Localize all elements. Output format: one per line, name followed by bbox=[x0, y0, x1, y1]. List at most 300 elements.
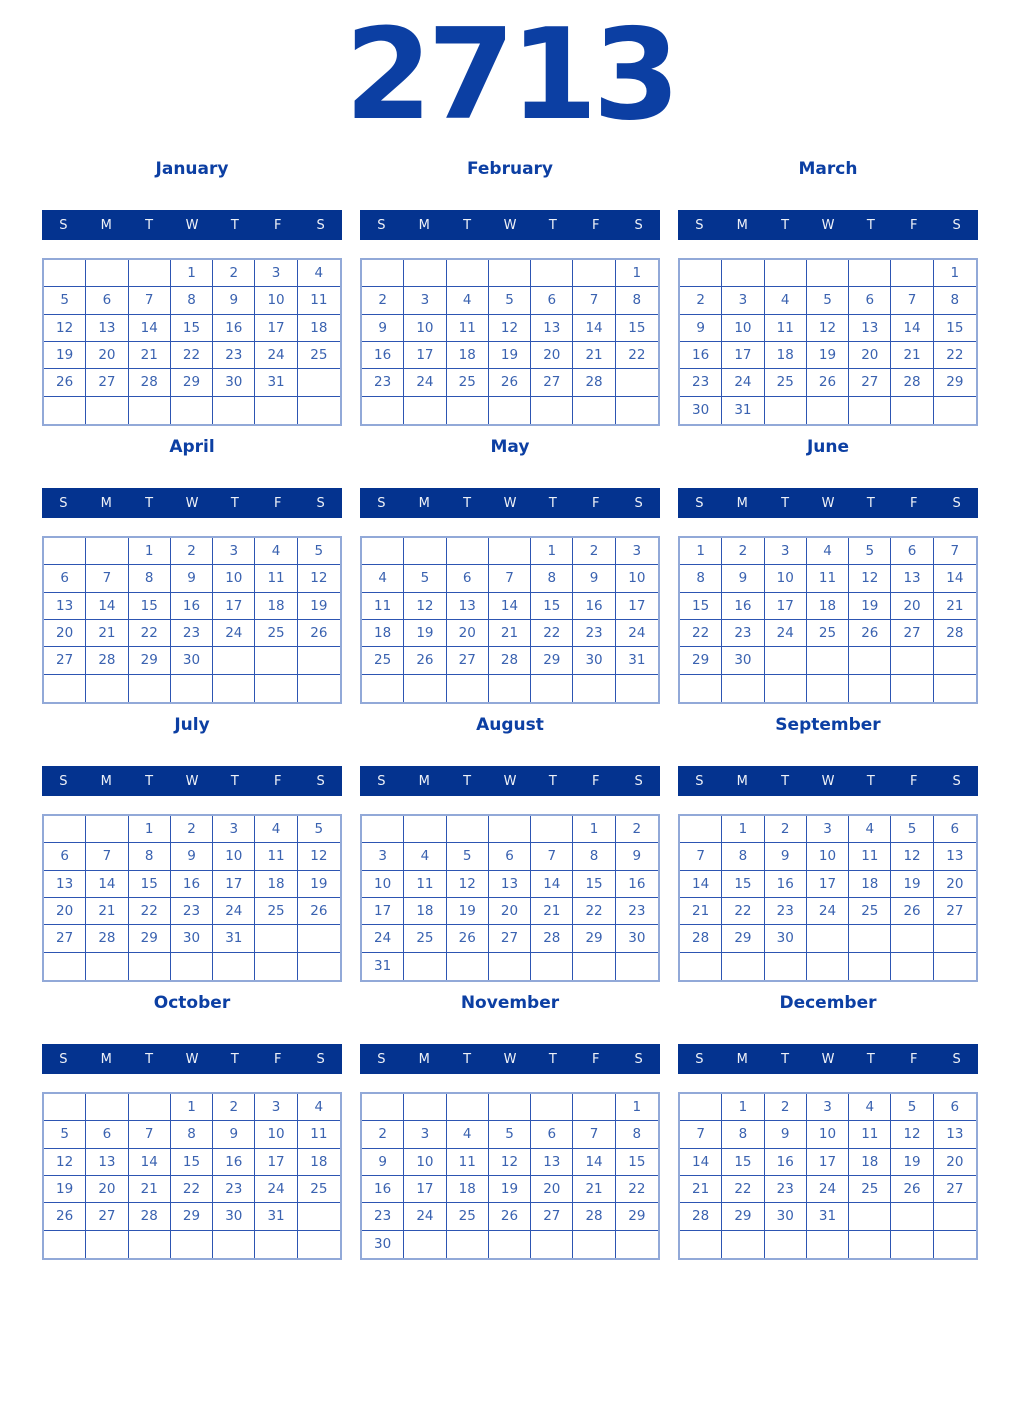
day-cell: 20 bbox=[489, 898, 531, 925]
day-cell: 9 bbox=[171, 565, 213, 592]
day-cell: 16 bbox=[213, 315, 255, 342]
day-cell: 8 bbox=[531, 565, 573, 592]
day-cell: 21 bbox=[680, 1176, 722, 1203]
day-cell: 5 bbox=[298, 816, 340, 843]
day-cell: 3 bbox=[616, 538, 658, 565]
day-cell-empty bbox=[298, 675, 340, 702]
day-cell: 2 bbox=[616, 816, 658, 843]
day-cell: 3 bbox=[213, 538, 255, 565]
day-cell-empty bbox=[447, 816, 489, 843]
day-cell: 9 bbox=[213, 1121, 255, 1148]
day-cell: 5 bbox=[891, 816, 933, 843]
day-cell-empty bbox=[44, 953, 86, 980]
day-cell: 2 bbox=[213, 260, 255, 287]
day-cell-empty bbox=[722, 675, 764, 702]
day-cell: 10 bbox=[362, 871, 404, 898]
day-cell: 18 bbox=[447, 1176, 489, 1203]
weekday-label: W bbox=[503, 1051, 517, 1067]
month-january bbox=[42, 155, 342, 430]
weekday-label: F bbox=[909, 217, 918, 233]
day-cell: 5 bbox=[44, 287, 86, 314]
day-cell: 18 bbox=[849, 871, 891, 898]
day-cell-empty bbox=[765, 647, 807, 674]
day-cell: 11 bbox=[849, 843, 891, 870]
day-cell: 29 bbox=[171, 1203, 213, 1230]
day-cell: 19 bbox=[891, 871, 933, 898]
day-cell: 28 bbox=[531, 925, 573, 952]
day-cell: 3 bbox=[213, 816, 255, 843]
day-cell: 24 bbox=[807, 898, 849, 925]
month-title: November bbox=[460, 993, 560, 1013]
day-cell: 2 bbox=[722, 538, 764, 565]
weekday-label: S bbox=[634, 773, 643, 789]
day-cell: 16 bbox=[765, 1149, 807, 1176]
day-cell: 24 bbox=[213, 620, 255, 647]
day-cell: 15 bbox=[129, 871, 171, 898]
day-cell: 21 bbox=[573, 1176, 615, 1203]
day-cell: 17 bbox=[765, 593, 807, 620]
day-cell-empty bbox=[489, 1231, 531, 1258]
day-cell-empty bbox=[531, 675, 573, 702]
day-cell: 13 bbox=[489, 871, 531, 898]
day-cell: 13 bbox=[934, 1121, 976, 1148]
day-cell: 17 bbox=[722, 342, 764, 369]
day-cell: 2 bbox=[573, 538, 615, 565]
day-cell: 11 bbox=[404, 871, 446, 898]
day-cell-empty bbox=[44, 397, 86, 424]
weekday-label: S bbox=[952, 217, 961, 233]
day-cell: 8 bbox=[616, 287, 658, 314]
day-cell: 27 bbox=[86, 1203, 128, 1230]
day-cell: 14 bbox=[680, 871, 722, 898]
day-cell: 8 bbox=[573, 843, 615, 870]
weekday-label: M bbox=[100, 495, 112, 511]
day-cell-empty bbox=[891, 1203, 933, 1230]
weekday-label: T bbox=[463, 1051, 472, 1067]
day-cell: 17 bbox=[807, 871, 849, 898]
day-cell: 12 bbox=[298, 843, 340, 870]
day-cell: 17 bbox=[404, 1176, 446, 1203]
weekday-label: F bbox=[591, 217, 600, 233]
day-cell-empty bbox=[129, 1094, 171, 1121]
day-cell: 2 bbox=[362, 1121, 404, 1148]
day-cell: 31 bbox=[807, 1203, 849, 1230]
day-cell: 12 bbox=[489, 1149, 531, 1176]
day-cell: 23 bbox=[362, 369, 404, 396]
day-cell: 12 bbox=[404, 593, 446, 620]
day-cell: 2 bbox=[362, 287, 404, 314]
month-june bbox=[678, 433, 978, 708]
day-cell: 25 bbox=[404, 925, 446, 952]
day-cell: 29 bbox=[129, 647, 171, 674]
day-cell: 25 bbox=[447, 1203, 489, 1230]
day-cell: 29 bbox=[722, 925, 764, 952]
day-cell: 14 bbox=[86, 871, 128, 898]
day-cell: 7 bbox=[680, 1121, 722, 1148]
day-cell-empty bbox=[404, 538, 446, 565]
day-cell-empty bbox=[447, 953, 489, 980]
day-cell: 19 bbox=[298, 593, 340, 620]
day-cell-empty bbox=[680, 953, 722, 980]
day-cell: 20 bbox=[447, 620, 489, 647]
day-cell: 15 bbox=[722, 1149, 764, 1176]
day-cell-empty bbox=[807, 647, 849, 674]
weekday-label: F bbox=[273, 773, 282, 789]
day-cell: 18 bbox=[362, 620, 404, 647]
day-cell: 31 bbox=[722, 397, 764, 424]
weekday-header-row bbox=[360, 210, 660, 240]
weekday-label: W bbox=[821, 217, 835, 233]
day-cell-empty bbox=[86, 1094, 128, 1121]
day-cell: 4 bbox=[765, 287, 807, 314]
day-cell: 21 bbox=[129, 1176, 171, 1203]
day-cell: 9 bbox=[573, 565, 615, 592]
day-cell: 22 bbox=[680, 620, 722, 647]
weekday-label: S bbox=[634, 1051, 643, 1067]
day-cell: 9 bbox=[765, 843, 807, 870]
day-cell-empty bbox=[891, 647, 933, 674]
day-cell: 23 bbox=[722, 620, 764, 647]
day-cell: 8 bbox=[616, 1121, 658, 1148]
day-cell: 17 bbox=[807, 1149, 849, 1176]
day-cell: 29 bbox=[934, 369, 976, 396]
day-cell-empty bbox=[129, 1231, 171, 1258]
day-cell: 16 bbox=[213, 1149, 255, 1176]
day-cell: 15 bbox=[722, 871, 764, 898]
weekday-label: W bbox=[821, 773, 835, 789]
day-cell-empty bbox=[213, 397, 255, 424]
month-may bbox=[360, 433, 660, 708]
day-cell-empty bbox=[447, 538, 489, 565]
day-cell-empty bbox=[680, 1094, 722, 1121]
day-cell: 3 bbox=[255, 1094, 297, 1121]
weekday-label: S bbox=[316, 773, 325, 789]
day-cell-empty bbox=[765, 675, 807, 702]
day-cell: 24 bbox=[362, 925, 404, 952]
day-cell-empty bbox=[44, 1231, 86, 1258]
day-cell: 25 bbox=[362, 647, 404, 674]
day-cell: 5 bbox=[849, 538, 891, 565]
day-cell: 11 bbox=[298, 1121, 340, 1148]
day-cell: 23 bbox=[213, 1176, 255, 1203]
day-cell-empty bbox=[489, 675, 531, 702]
day-cell: 19 bbox=[891, 1149, 933, 1176]
day-cell-empty bbox=[213, 953, 255, 980]
day-cell-empty bbox=[298, 1203, 340, 1230]
day-cell: 19 bbox=[44, 1176, 86, 1203]
day-cell-empty bbox=[86, 260, 128, 287]
day-cell: 2 bbox=[171, 816, 213, 843]
day-cell-empty bbox=[362, 397, 404, 424]
day-cell-empty bbox=[891, 397, 933, 424]
day-cell: 8 bbox=[129, 843, 171, 870]
day-cell: 10 bbox=[807, 843, 849, 870]
day-cell: 6 bbox=[44, 843, 86, 870]
day-cell-empty bbox=[531, 397, 573, 424]
day-cell-empty bbox=[489, 953, 531, 980]
day-cell-empty bbox=[298, 1231, 340, 1258]
day-cell: 13 bbox=[86, 315, 128, 342]
day-cell: 26 bbox=[489, 369, 531, 396]
weekday-label: S bbox=[952, 495, 961, 511]
day-cell-empty bbox=[255, 397, 297, 424]
day-cell: 27 bbox=[849, 369, 891, 396]
day-cell: 24 bbox=[213, 898, 255, 925]
day-cell: 26 bbox=[489, 1203, 531, 1230]
day-cell: 14 bbox=[934, 565, 976, 592]
weekday-header-row bbox=[360, 1044, 660, 1074]
day-cell: 15 bbox=[934, 315, 976, 342]
day-cell-empty bbox=[447, 1094, 489, 1121]
weekday-label: T bbox=[230, 1051, 239, 1067]
weekday-label: T bbox=[145, 495, 154, 511]
day-cell: 13 bbox=[86, 1149, 128, 1176]
month-december bbox=[678, 989, 978, 1264]
day-cell: 1 bbox=[616, 1094, 658, 1121]
day-cell: 16 bbox=[680, 342, 722, 369]
day-cell: 4 bbox=[849, 1094, 891, 1121]
day-cell: 6 bbox=[86, 1121, 128, 1148]
day-cell: 21 bbox=[489, 620, 531, 647]
day-cell-empty bbox=[680, 816, 722, 843]
day-cell: 13 bbox=[531, 1149, 573, 1176]
weekday-label: W bbox=[821, 495, 835, 511]
day-cell: 26 bbox=[849, 620, 891, 647]
weekday-header-row bbox=[360, 766, 660, 796]
day-cell: 25 bbox=[447, 369, 489, 396]
weekday-label: T bbox=[548, 1051, 557, 1067]
day-cell: 23 bbox=[362, 1203, 404, 1230]
weekday-header-row bbox=[678, 766, 978, 796]
month-title: December bbox=[779, 993, 877, 1013]
day-cell: 30 bbox=[362, 1231, 404, 1258]
day-cell: 27 bbox=[489, 925, 531, 952]
day-cell: 6 bbox=[849, 287, 891, 314]
day-cell: 24 bbox=[722, 369, 764, 396]
weekday-label: T bbox=[230, 495, 239, 511]
day-cell-empty bbox=[86, 953, 128, 980]
day-cell: 4 bbox=[447, 287, 489, 314]
month-day-grid bbox=[678, 814, 978, 982]
weekday-label: S bbox=[952, 1051, 961, 1067]
day-cell: 25 bbox=[849, 1176, 891, 1203]
day-cell: 30 bbox=[765, 1203, 807, 1230]
day-cell: 26 bbox=[44, 369, 86, 396]
day-cell: 8 bbox=[722, 843, 764, 870]
day-cell: 18 bbox=[765, 342, 807, 369]
day-cell-empty bbox=[86, 816, 128, 843]
day-cell-empty bbox=[44, 675, 86, 702]
day-cell: 6 bbox=[489, 843, 531, 870]
day-cell: 7 bbox=[891, 287, 933, 314]
weekday-label: M bbox=[736, 1051, 748, 1067]
day-cell: 22 bbox=[129, 620, 171, 647]
day-cell-empty bbox=[573, 260, 615, 287]
day-cell: 4 bbox=[404, 843, 446, 870]
day-cell: 26 bbox=[404, 647, 446, 674]
weekday-label: T bbox=[548, 217, 557, 233]
month-day-grid bbox=[42, 258, 342, 426]
day-cell: 1 bbox=[171, 260, 213, 287]
day-cell-empty bbox=[573, 953, 615, 980]
day-cell-empty bbox=[298, 647, 340, 674]
day-cell: 9 bbox=[680, 315, 722, 342]
day-cell: 14 bbox=[129, 315, 171, 342]
day-cell: 14 bbox=[86, 593, 128, 620]
day-cell: 16 bbox=[171, 593, 213, 620]
weekday-header-row bbox=[678, 488, 978, 518]
day-cell-empty bbox=[849, 1231, 891, 1258]
day-cell: 29 bbox=[171, 369, 213, 396]
day-cell: 30 bbox=[765, 925, 807, 952]
day-cell: 7 bbox=[573, 287, 615, 314]
day-cell-empty bbox=[722, 953, 764, 980]
weekday-label: M bbox=[100, 773, 112, 789]
weekday-label: M bbox=[100, 217, 112, 233]
day-cell: 21 bbox=[86, 620, 128, 647]
day-cell-empty bbox=[129, 397, 171, 424]
day-cell-empty bbox=[362, 816, 404, 843]
weekday-label: S bbox=[377, 1051, 386, 1067]
day-cell: 28 bbox=[934, 620, 976, 647]
day-cell: 8 bbox=[722, 1121, 764, 1148]
day-cell-empty bbox=[404, 1094, 446, 1121]
weekday-label: S bbox=[377, 217, 386, 233]
day-cell: 30 bbox=[722, 647, 764, 674]
day-cell-empty bbox=[489, 260, 531, 287]
day-cell: 30 bbox=[573, 647, 615, 674]
day-cell: 10 bbox=[765, 565, 807, 592]
day-cell: 31 bbox=[616, 647, 658, 674]
day-cell-empty bbox=[934, 953, 976, 980]
day-cell-empty bbox=[934, 1203, 976, 1230]
day-cell-empty bbox=[298, 397, 340, 424]
month-november bbox=[360, 989, 660, 1264]
day-cell: 2 bbox=[171, 538, 213, 565]
day-cell: 13 bbox=[531, 315, 573, 342]
weekday-label: F bbox=[591, 1051, 600, 1067]
day-cell: 12 bbox=[849, 565, 891, 592]
weekday-label: T bbox=[463, 773, 472, 789]
month-day-grid bbox=[360, 1092, 660, 1260]
day-cell: 20 bbox=[86, 342, 128, 369]
day-cell-empty bbox=[171, 675, 213, 702]
day-cell-empty bbox=[573, 675, 615, 702]
day-cell: 11 bbox=[849, 1121, 891, 1148]
day-cell-empty bbox=[489, 397, 531, 424]
day-cell: 16 bbox=[573, 593, 615, 620]
day-cell: 25 bbox=[849, 898, 891, 925]
day-cell: 16 bbox=[362, 1176, 404, 1203]
month-title: June bbox=[806, 437, 850, 457]
year-title: 2713 bbox=[344, 1, 676, 148]
day-cell: 27 bbox=[891, 620, 933, 647]
day-cell-empty bbox=[573, 397, 615, 424]
weekday-label: M bbox=[418, 217, 430, 233]
day-cell-empty bbox=[616, 953, 658, 980]
day-cell-empty bbox=[489, 1094, 531, 1121]
day-cell-empty bbox=[255, 925, 297, 952]
day-cell: 17 bbox=[255, 1149, 297, 1176]
day-cell: 16 bbox=[171, 871, 213, 898]
day-cell-empty bbox=[404, 675, 446, 702]
day-cell: 4 bbox=[298, 260, 340, 287]
day-cell-empty bbox=[447, 397, 489, 424]
day-cell: 1 bbox=[722, 816, 764, 843]
day-cell: 26 bbox=[807, 369, 849, 396]
day-cell-empty bbox=[531, 1231, 573, 1258]
weekday-label: T bbox=[781, 217, 790, 233]
day-cell: 4 bbox=[362, 565, 404, 592]
day-cell: 24 bbox=[616, 620, 658, 647]
day-cell-empty bbox=[934, 397, 976, 424]
day-cell: 4 bbox=[849, 816, 891, 843]
month-title: October bbox=[153, 993, 231, 1013]
day-cell: 3 bbox=[807, 816, 849, 843]
day-cell-empty bbox=[531, 953, 573, 980]
day-cell: 10 bbox=[255, 1121, 297, 1148]
day-cell: 30 bbox=[171, 925, 213, 952]
day-cell: 27 bbox=[531, 369, 573, 396]
day-cell: 13 bbox=[44, 871, 86, 898]
weekday-label: M bbox=[736, 773, 748, 789]
day-cell-empty bbox=[807, 397, 849, 424]
weekday-label: T bbox=[866, 217, 875, 233]
day-cell-empty bbox=[404, 953, 446, 980]
weekday-label: S bbox=[316, 1051, 325, 1067]
weekday-label: W bbox=[185, 495, 199, 511]
day-cell: 30 bbox=[213, 369, 255, 396]
day-cell: 12 bbox=[489, 315, 531, 342]
day-cell: 31 bbox=[255, 369, 297, 396]
day-cell: 23 bbox=[616, 898, 658, 925]
day-cell: 29 bbox=[531, 647, 573, 674]
day-cell: 14 bbox=[891, 315, 933, 342]
month-title: May bbox=[490, 437, 530, 457]
weekday-label: M bbox=[418, 495, 430, 511]
day-cell: 1 bbox=[680, 538, 722, 565]
day-cell: 7 bbox=[934, 538, 976, 565]
day-cell: 9 bbox=[362, 1149, 404, 1176]
day-cell: 13 bbox=[447, 593, 489, 620]
day-cell: 18 bbox=[447, 342, 489, 369]
day-cell: 13 bbox=[849, 315, 891, 342]
weekday-label: W bbox=[185, 1051, 199, 1067]
weekday-header-row bbox=[360, 488, 660, 518]
day-cell: 3 bbox=[722, 287, 764, 314]
day-cell-empty bbox=[86, 397, 128, 424]
day-cell-empty bbox=[447, 1231, 489, 1258]
month-march bbox=[678, 155, 978, 430]
day-cell: 7 bbox=[129, 287, 171, 314]
day-cell-empty bbox=[86, 675, 128, 702]
weekday-header-row bbox=[42, 210, 342, 240]
day-cell: 22 bbox=[722, 898, 764, 925]
weekday-label: T bbox=[145, 217, 154, 233]
month-title: July bbox=[174, 715, 210, 735]
day-cell: 15 bbox=[171, 1149, 213, 1176]
day-cell-empty bbox=[44, 1094, 86, 1121]
day-cell: 18 bbox=[849, 1149, 891, 1176]
day-cell: 10 bbox=[255, 287, 297, 314]
weekday-label: F bbox=[909, 1051, 918, 1067]
weekday-label: W bbox=[503, 773, 517, 789]
day-cell: 11 bbox=[298, 287, 340, 314]
day-cell: 17 bbox=[213, 593, 255, 620]
day-cell: 3 bbox=[255, 260, 297, 287]
day-cell-empty bbox=[680, 1231, 722, 1258]
weekday-label: W bbox=[503, 217, 517, 233]
